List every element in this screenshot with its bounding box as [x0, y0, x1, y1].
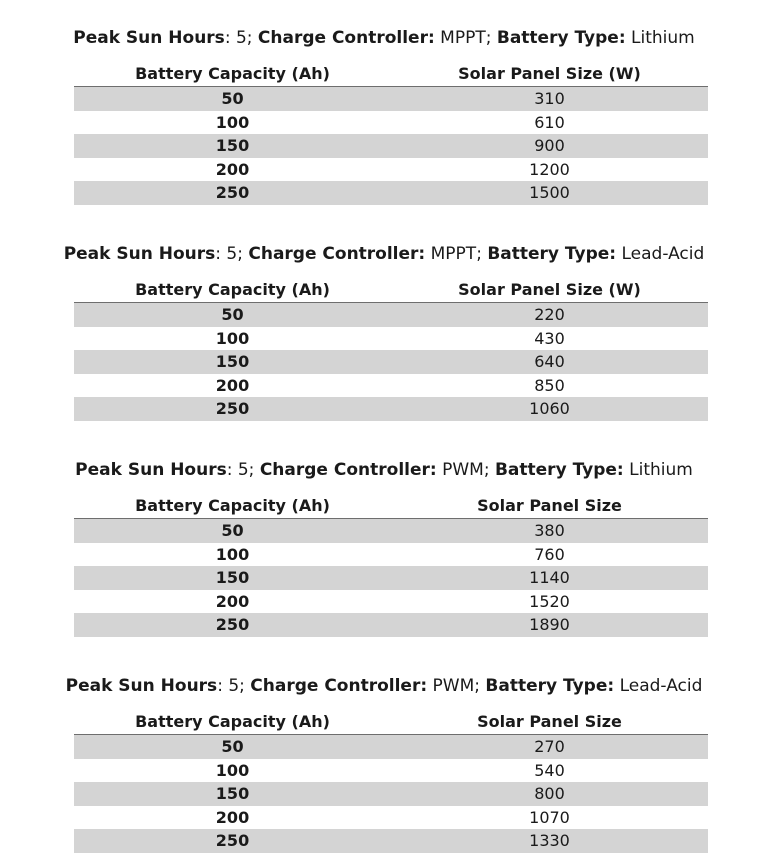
caption-value-charge-controller: MPPT;	[434, 28, 497, 48]
caption-key-peak-sun-hours: Peak Sun Hours	[63, 244, 216, 264]
header-battery-capacity: Battery Capacity (Ah)	[135, 64, 330, 83]
table-row	[74, 613, 708, 637]
cell-battery-capacity: 250	[215, 615, 250, 635]
cell-solar-panel-size: 610	[534, 112, 565, 132]
cell-solar-panel-size: 1500	[529, 183, 570, 203]
cell-solar-panel-size: 430	[534, 328, 565, 348]
cell-battery-capacity: 250	[215, 831, 250, 851]
cell-battery-capacity: 200	[215, 375, 250, 395]
table-row	[74, 134, 708, 158]
caption-value-battery-type: Lead-Acid	[614, 676, 703, 696]
cell-battery-capacity: 150	[215, 136, 250, 156]
header-battery-capacity: Battery Capacity (Ah)	[135, 712, 330, 731]
table-header	[74, 278, 708, 303]
cell-solar-panel-size: 1060	[529, 399, 570, 419]
table-caption	[0, 458, 768, 482]
table-row	[74, 829, 708, 853]
caption-value-peak-sun-hours: : 5;	[226, 460, 260, 480]
cell-battery-capacity: 50	[221, 737, 244, 756]
cell-solar-panel-size: 310	[534, 89, 565, 108]
table-row	[74, 87, 708, 111]
table-row	[74, 303, 708, 327]
table-header	[74, 62, 708, 87]
cell-solar-panel-size: 1330	[529, 831, 570, 851]
table-row	[74, 158, 708, 182]
table-row	[74, 590, 708, 614]
cell-battery-capacity: 150	[215, 784, 250, 804]
table-row	[74, 806, 708, 830]
cell-solar-panel-size: 800	[534, 784, 565, 804]
cell-battery-capacity: 250	[215, 399, 250, 419]
caption-key-battery-type: Battery Type:	[485, 676, 615, 696]
caption-value-battery-type: Lead-Acid	[616, 244, 705, 264]
table-caption	[0, 674, 768, 698]
table-row	[74, 759, 708, 783]
cell-battery-capacity: 50	[221, 521, 244, 540]
header-battery-capacity: Battery Capacity (Ah)	[135, 280, 330, 299]
cell-battery-capacity: 100	[215, 544, 250, 564]
caption-value-charge-controller: PWM;	[427, 676, 486, 696]
table-header	[74, 710, 708, 735]
caption-value-charge-controller: PWM;	[436, 460, 495, 480]
caption-value-peak-sun-hours: : 5;	[224, 28, 258, 48]
cell-battery-capacity: 200	[215, 807, 250, 827]
caption-key-charge-controller: Charge Controller:	[257, 28, 435, 48]
caption-key-peak-sun-hours: Peak Sun Hours	[65, 676, 218, 696]
cell-solar-panel-size: 1890	[529, 615, 570, 635]
cell-solar-panel-size: 380	[534, 521, 565, 540]
table-row	[74, 519, 708, 543]
cell-solar-panel-size: 270	[534, 737, 565, 756]
table-header	[74, 494, 708, 519]
table-row	[74, 397, 708, 421]
table-caption	[0, 242, 768, 266]
caption-value-peak-sun-hours: : 5;	[215, 244, 249, 264]
table-row	[74, 181, 708, 205]
caption-key-charge-controller: Charge Controller:	[248, 244, 426, 264]
caption-key-charge-controller: Charge Controller:	[250, 676, 428, 696]
caption-key-battery-type: Battery Type:	[494, 460, 624, 480]
cell-battery-capacity: 200	[215, 159, 250, 179]
header-solar-panel-size: Solar Panel Size (W)	[458, 64, 641, 83]
caption-key-battery-type: Battery Type:	[487, 244, 617, 264]
table-row	[74, 327, 708, 351]
caption-key-peak-sun-hours: Peak Sun Hours	[73, 28, 225, 48]
cell-solar-panel-size: 540	[534, 760, 565, 780]
header-solar-panel-size: Solar Panel Size	[477, 496, 622, 515]
cell-battery-capacity: 250	[215, 183, 250, 203]
cell-battery-capacity: 100	[215, 112, 250, 132]
cell-battery-capacity: 150	[215, 568, 250, 588]
cell-solar-panel-size: 1520	[529, 591, 570, 611]
caption-key-peak-sun-hours: Peak Sun Hours	[75, 460, 227, 480]
cell-battery-capacity: 150	[215, 352, 250, 372]
cell-solar-panel-size: 850	[534, 375, 565, 395]
table-row	[74, 782, 708, 806]
cell-battery-capacity: 100	[215, 760, 250, 780]
caption-key-battery-type: Battery Type:	[496, 28, 626, 48]
header-battery-capacity: Battery Capacity (Ah)	[135, 496, 330, 515]
cell-battery-capacity: 100	[215, 328, 250, 348]
cell-solar-panel-size: 640	[534, 352, 565, 372]
cell-battery-capacity: 50	[221, 89, 244, 108]
header-solar-panel-size: Solar Panel Size (W)	[458, 280, 641, 299]
cell-solar-panel-size: 1200	[529, 159, 570, 179]
cell-battery-capacity: 200	[215, 591, 250, 611]
caption-value-peak-sun-hours: : 5;	[217, 676, 251, 696]
caption-key-charge-controller: Charge Controller:	[259, 460, 437, 480]
cell-solar-panel-size: 220	[534, 305, 565, 324]
table-row	[74, 111, 708, 135]
cell-solar-panel-size: 900	[534, 136, 565, 156]
cell-solar-panel-size: 1070	[529, 807, 570, 827]
caption-value-charge-controller: MPPT;	[425, 244, 488, 264]
table-caption	[0, 26, 768, 50]
cell-solar-panel-size: 1140	[529, 568, 570, 588]
caption-value-battery-type: Lithium	[625, 28, 695, 48]
cell-battery-capacity: 50	[221, 305, 244, 324]
caption-value-battery-type: Lithium	[623, 460, 693, 480]
header-solar-panel-size: Solar Panel Size	[477, 712, 622, 731]
table-row	[74, 350, 708, 374]
table-row	[74, 735, 708, 759]
table-row	[74, 566, 708, 590]
table-row	[74, 374, 708, 398]
cell-solar-panel-size: 760	[534, 544, 565, 564]
table-row	[74, 543, 708, 567]
